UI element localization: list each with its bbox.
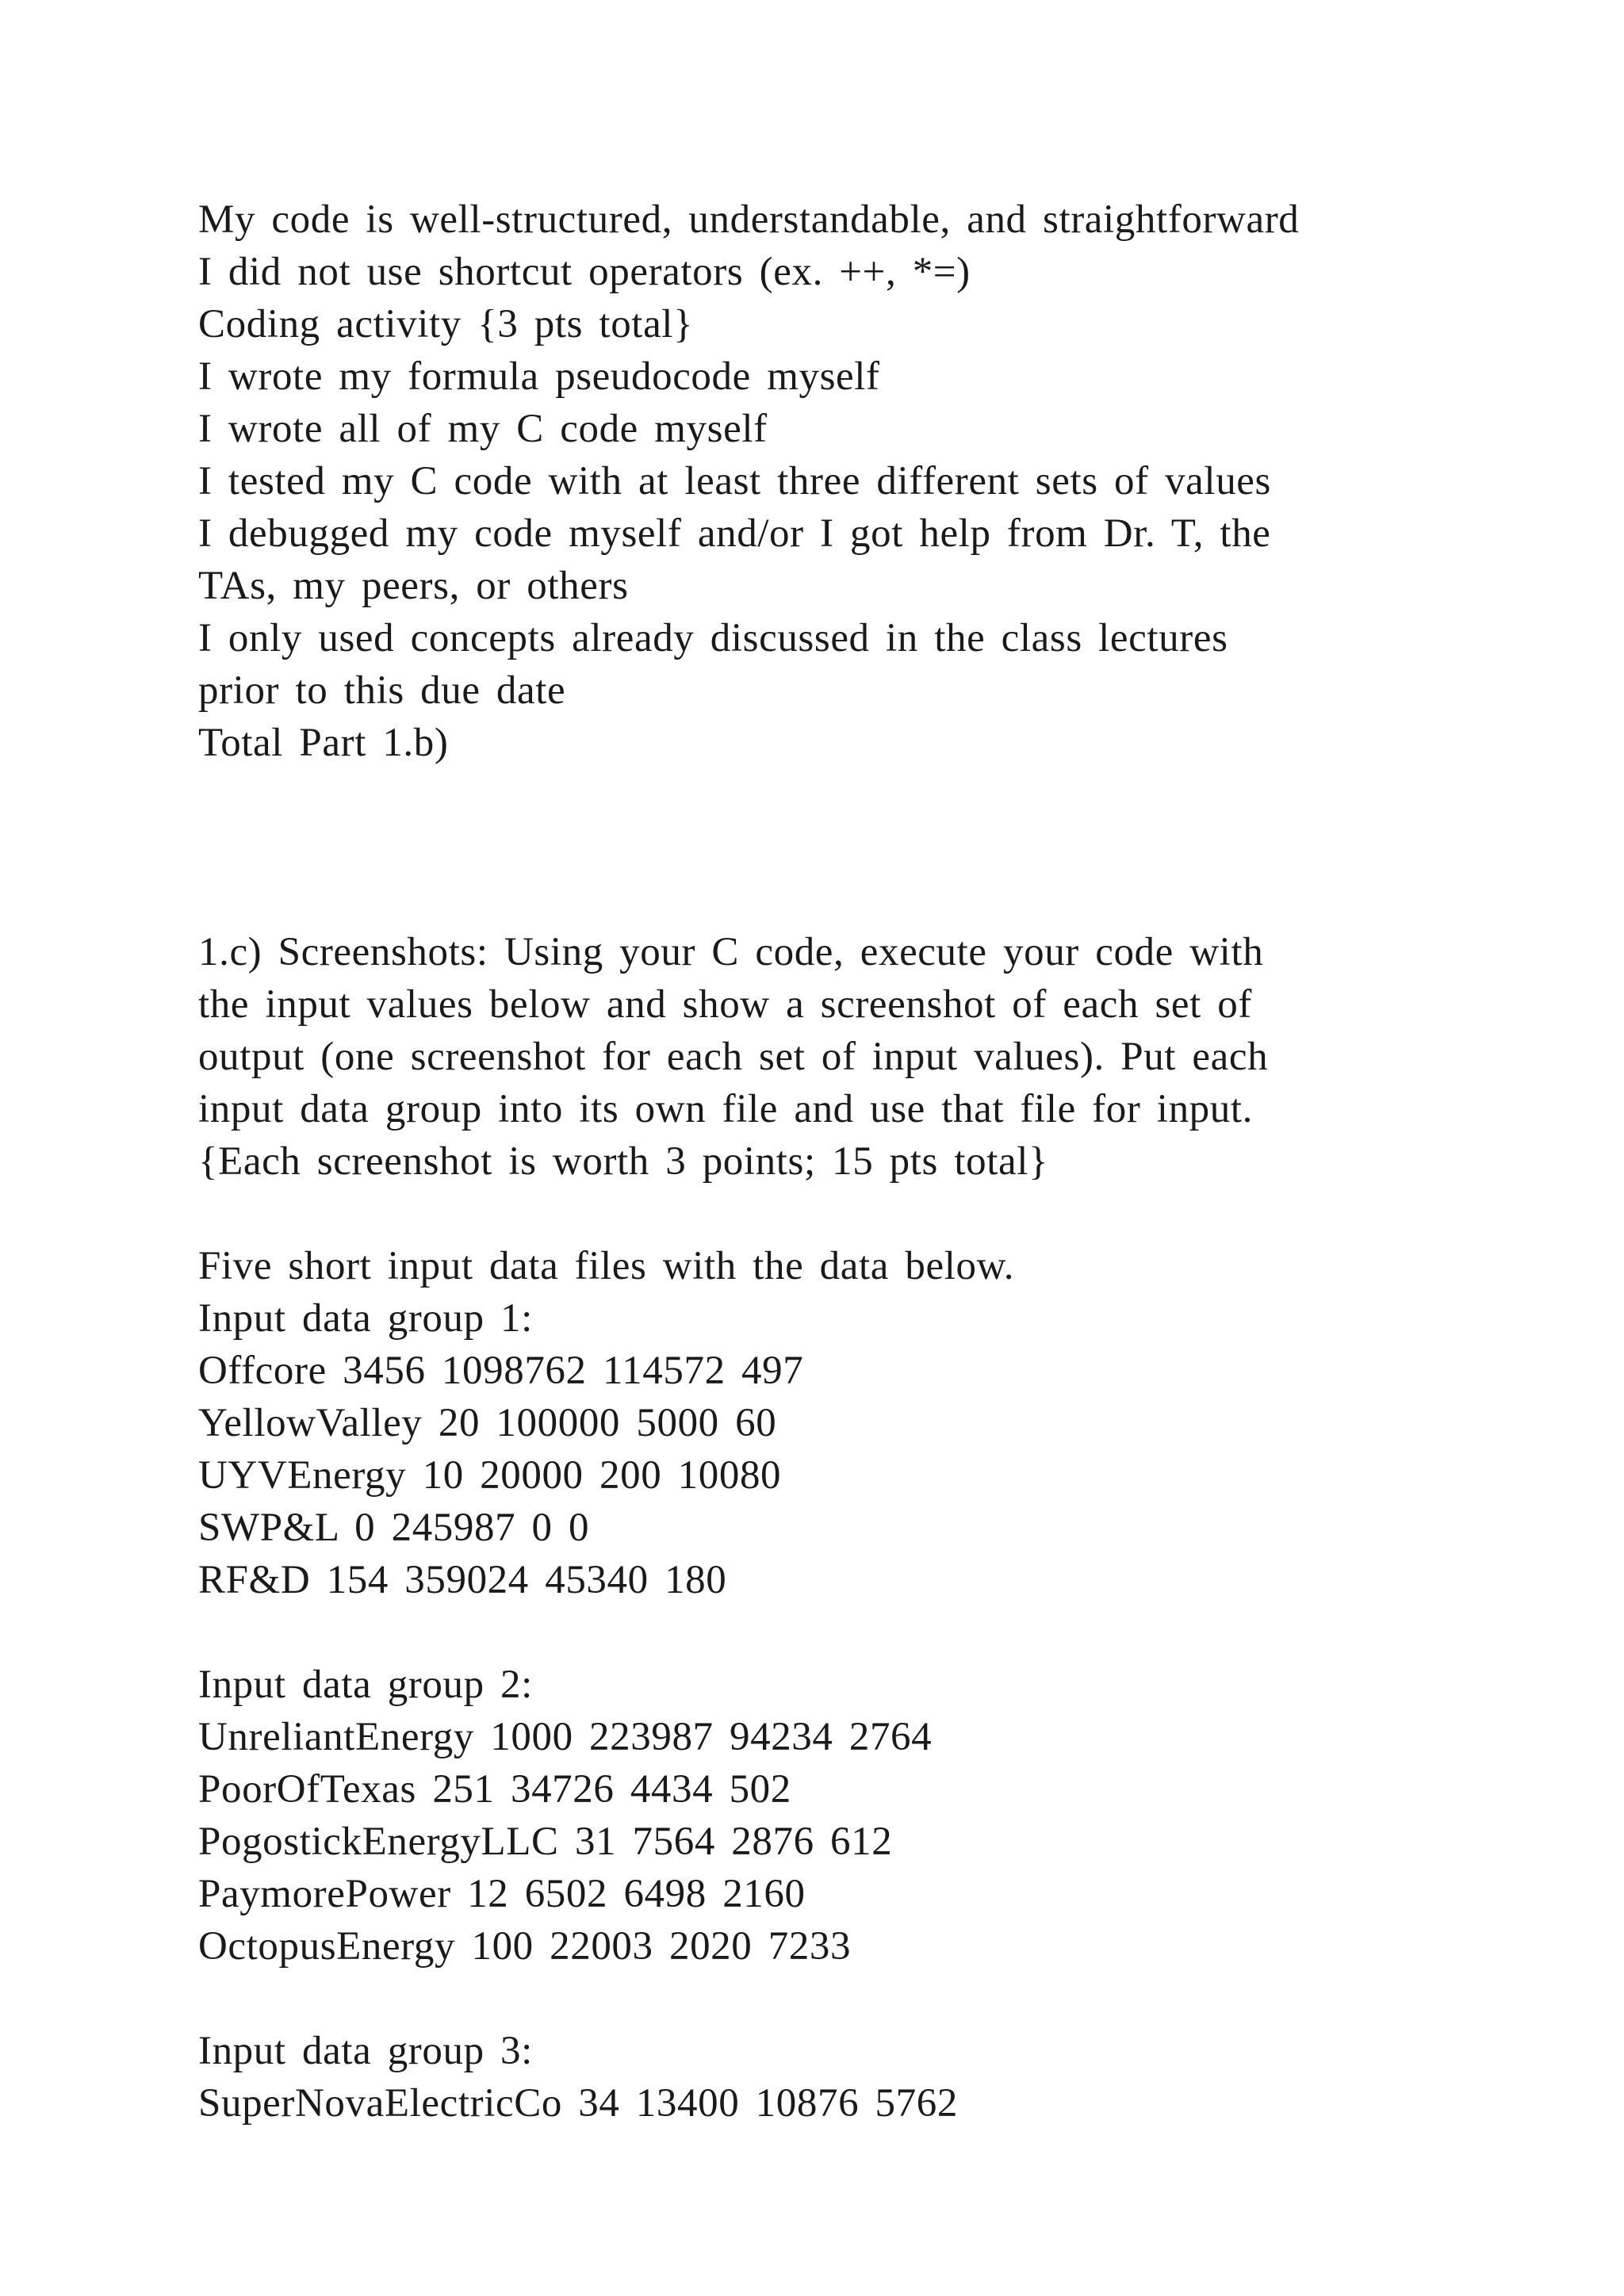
- data-row: SuperNovaElectricCo 34 13400 10876 5762: [198, 2081, 958, 2126]
- data-row: PaymorePower 12 6502 6498 2160: [198, 1872, 806, 1916]
- input-data-group-1: [198, 1292, 1467, 1606]
- data-row: YellowValley 20 100000 5000 60: [198, 1401, 777, 1445]
- checklist-item: I wrote my formula pseudocode myself: [198, 354, 880, 399]
- group-title: Input data group 3:: [198, 2029, 533, 2073]
- instruction-line: output (one screenshot for each set of input values). Put each: [198, 1035, 1269, 1079]
- checklist-item: I did not use shortcut operators (ex. ++, *=): [198, 250, 971, 294]
- checklist-item: TAs, my peers, or others: [198, 564, 629, 608]
- checklist-heading: Coding activity {3 pts total}: [198, 302, 694, 346]
- document-body: [198, 193, 1467, 2130]
- group-title: Input data group 2:: [198, 1663, 533, 1707]
- points-note: {Each screenshot is worth 3 points; 15 pts total}: [198, 1139, 1049, 1184]
- checklist: [198, 193, 1467, 769]
- data-row: UYVEnergy 10 20000 200 10080: [198, 1453, 782, 1498]
- input-data-group-2: [198, 1659, 1467, 1973]
- checklist-item: I only used concepts already discussed in the class lectures: [198, 616, 1228, 660]
- spacer: [198, 1973, 1467, 2025]
- input-data-group-3: [198, 2025, 1467, 2130]
- checklist-item: I wrote all of my C code myself: [198, 407, 768, 451]
- group-title: Input data group 1:: [198, 1296, 533, 1341]
- data-row: UnreliantEnergy 1000 223987 94234 2764: [198, 1715, 933, 1759]
- data-row: PogostickEnergyLLC 31 7564 2876 612: [198, 1820, 893, 1864]
- checklist-item: prior to this due date: [198, 668, 566, 713]
- instruction-line: the input values below and show a screenshot of each set of: [198, 982, 1252, 1027]
- spacer: [198, 769, 1467, 926]
- data-row: PoorOfTexas 251 34726 4434 502: [198, 1767, 791, 1812]
- data-row: SWP&L 0 245987 0 0: [198, 1506, 590, 1550]
- checklist-item: I tested my C code with at least three different sets of values: [198, 459, 1271, 503]
- spacer: [198, 1188, 1467, 1240]
- data-files-intro: Five short input data files with the data below.: [198, 1244, 1015, 1288]
- spacer: [198, 1606, 1467, 1659]
- checklist-total: Total Part 1.b): [198, 721, 449, 765]
- data-row: OctopusEnergy 100 22003 2020 7233: [198, 1924, 852, 1969]
- data-row: Offcore 3456 1098762 114572 497: [198, 1349, 804, 1393]
- instruction-line: input data group into its own file and use that file for input.: [198, 1087, 1253, 1131]
- instruction-line: 1.c) Screenshots: Using your C code, execute your code with: [198, 930, 1264, 974]
- checklist-item: My code is well-structured, understandable, and straightforward: [198, 197, 1300, 242]
- section-1c-instructions: [198, 926, 1467, 1188]
- data-row: RF&D 154 359024 45340 180: [198, 1558, 727, 1602]
- checklist-item: I debugged my code myself and/or I got help from Dr. T, the: [198, 511, 1271, 556]
